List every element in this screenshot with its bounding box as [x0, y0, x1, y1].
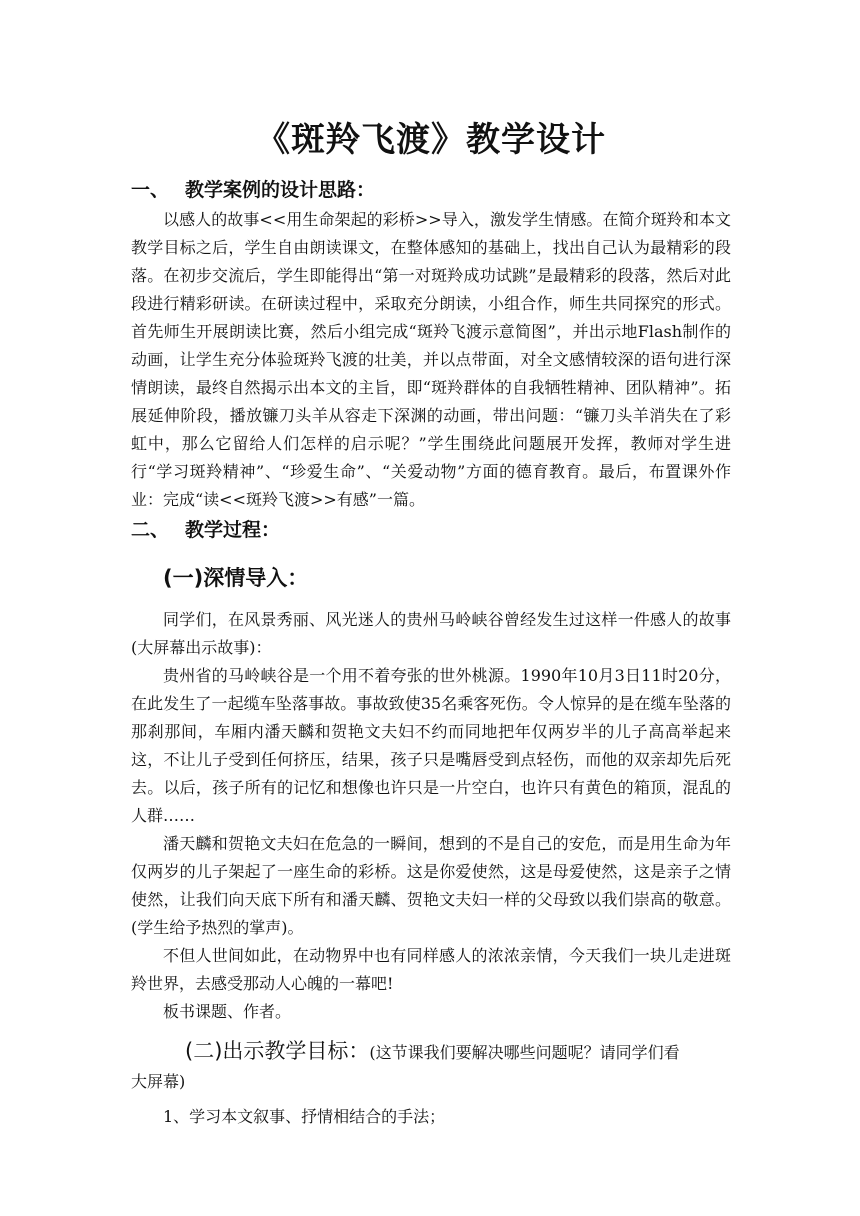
section-number: 一、 — [131, 179, 170, 201]
design-ideas-paragraph: 以感人的故事<<用生命架起的彩桥>>导入，激发学生情感。在简介斑羚和本文教学目标之后，学生自由朗读课文，在整体感知的基础上，找出自己认为最精彩的段落。在初步交流后，学生即能得出“第一对斑羚成功试跳”是最精彩的段落，然后对此段进行精彩研读。在研读过程中，采取充分朗读，小组合作，师生共同探究的形式。首先师生开展朗读比赛，然后小组完成“斑羚飞渡示意简图”，并出示地Flash制作的动画，让学生充分体验斑羚飞渡的壮美，并以点带面，对全文感情较深的语句进行深情朗读，最终自然揭示出本文的主旨，即“斑羚群体的自我牺牲精神、团队精神”。拓展延伸阶段，播放镰刀头羊从容走下深渊的动画，带出问题：“镰刀头羊消失在了彩虹中，那么它留给人们怎样的启示呢？”学生围绕此问题展开发挥，教师对学生进行“学习斑羚精神”、“珍爱生命”、“关爱动物”方面的德育教育。最后，布置课外作业：完成“读<<斑羚飞渡>>有感”一篇。 — [131, 210, 731, 509]
document-body — [131, 112, 731, 1132]
subsection-heading-text: (二)出示教学目标： — [185, 1039, 370, 1063]
section-number: 二、 — [131, 519, 170, 541]
document-title: 《斑羚飞渡》教学设计 — [256, 120, 606, 160]
subsection-note: (这节课我们要解决哪些问题呢？请同学们看 — [369, 1043, 680, 1062]
story-paragraph: 贵州省的马岭峡谷是一个用不着夸张的世外桃源。1990年10月3日11时20分，在此发生了一起缆车坠落事故。事故致使35名乘客死伤。令人惊异的是在缆车坠落的那刹那间，车厢内潘天麟和贺艳文夫妇不约而同地把年仅两岁半的儿子高高举起来这，不让儿子受到任何挤压，结果，孩子只是嘴唇受到点轻伤，而他的双亲却先后死去。以后，孩子所有的记忆和想像也许只是一片空白，也许只有黄色的箱顶，混乱的人群…… — [131, 666, 731, 825]
subsection-heading-introduction: (一)深情导入： — [163, 566, 309, 590]
section-heading-text: 教学案例的设计思路： — [185, 179, 376, 201]
transition-paragraph: 不但人世间如此，在动物界中也有同样感人的浓浓亲情，今天我们一块儿走进斑羚世界，去感受那动人心魄的一幕吧! — [131, 946, 731, 993]
blackboard-note: 板书课题、作者。 — [163, 1002, 292, 1021]
section-heading-teaching-process — [131, 514, 731, 546]
subsection-heading-objectives — [131, 1026, 731, 1096]
section-heading-text: 教学过程： — [185, 519, 281, 541]
subsection-note-continued: 大屏幕) — [131, 1072, 186, 1091]
introduction-paragraph: 同学们，在风景秀丽、风光迷人的贵州马岭峡谷曾经发生过这样一件感人的故事(大屏幕出示故事)： — [131, 610, 731, 657]
section-heading-design-ideas — [131, 174, 731, 206]
story-paragraph: 潘天麟和贺艳文夫妇在危急的一瞬间，想到的不是自己的安危，而是用生命为年仅两岁的儿子架起了一座生命的彩桥。这是你爱使然，这是母爱使然，这是亲子之情使然，让我们向天底下所有和潘天麟、贺艳文夫妇一样的父母致以我们崇高的敬意。(学生给予热烈的掌声)。 — [131, 834, 731, 937]
objective-item: 1、学习本文叙事、抒情相结合的手法； — [163, 1107, 446, 1126]
